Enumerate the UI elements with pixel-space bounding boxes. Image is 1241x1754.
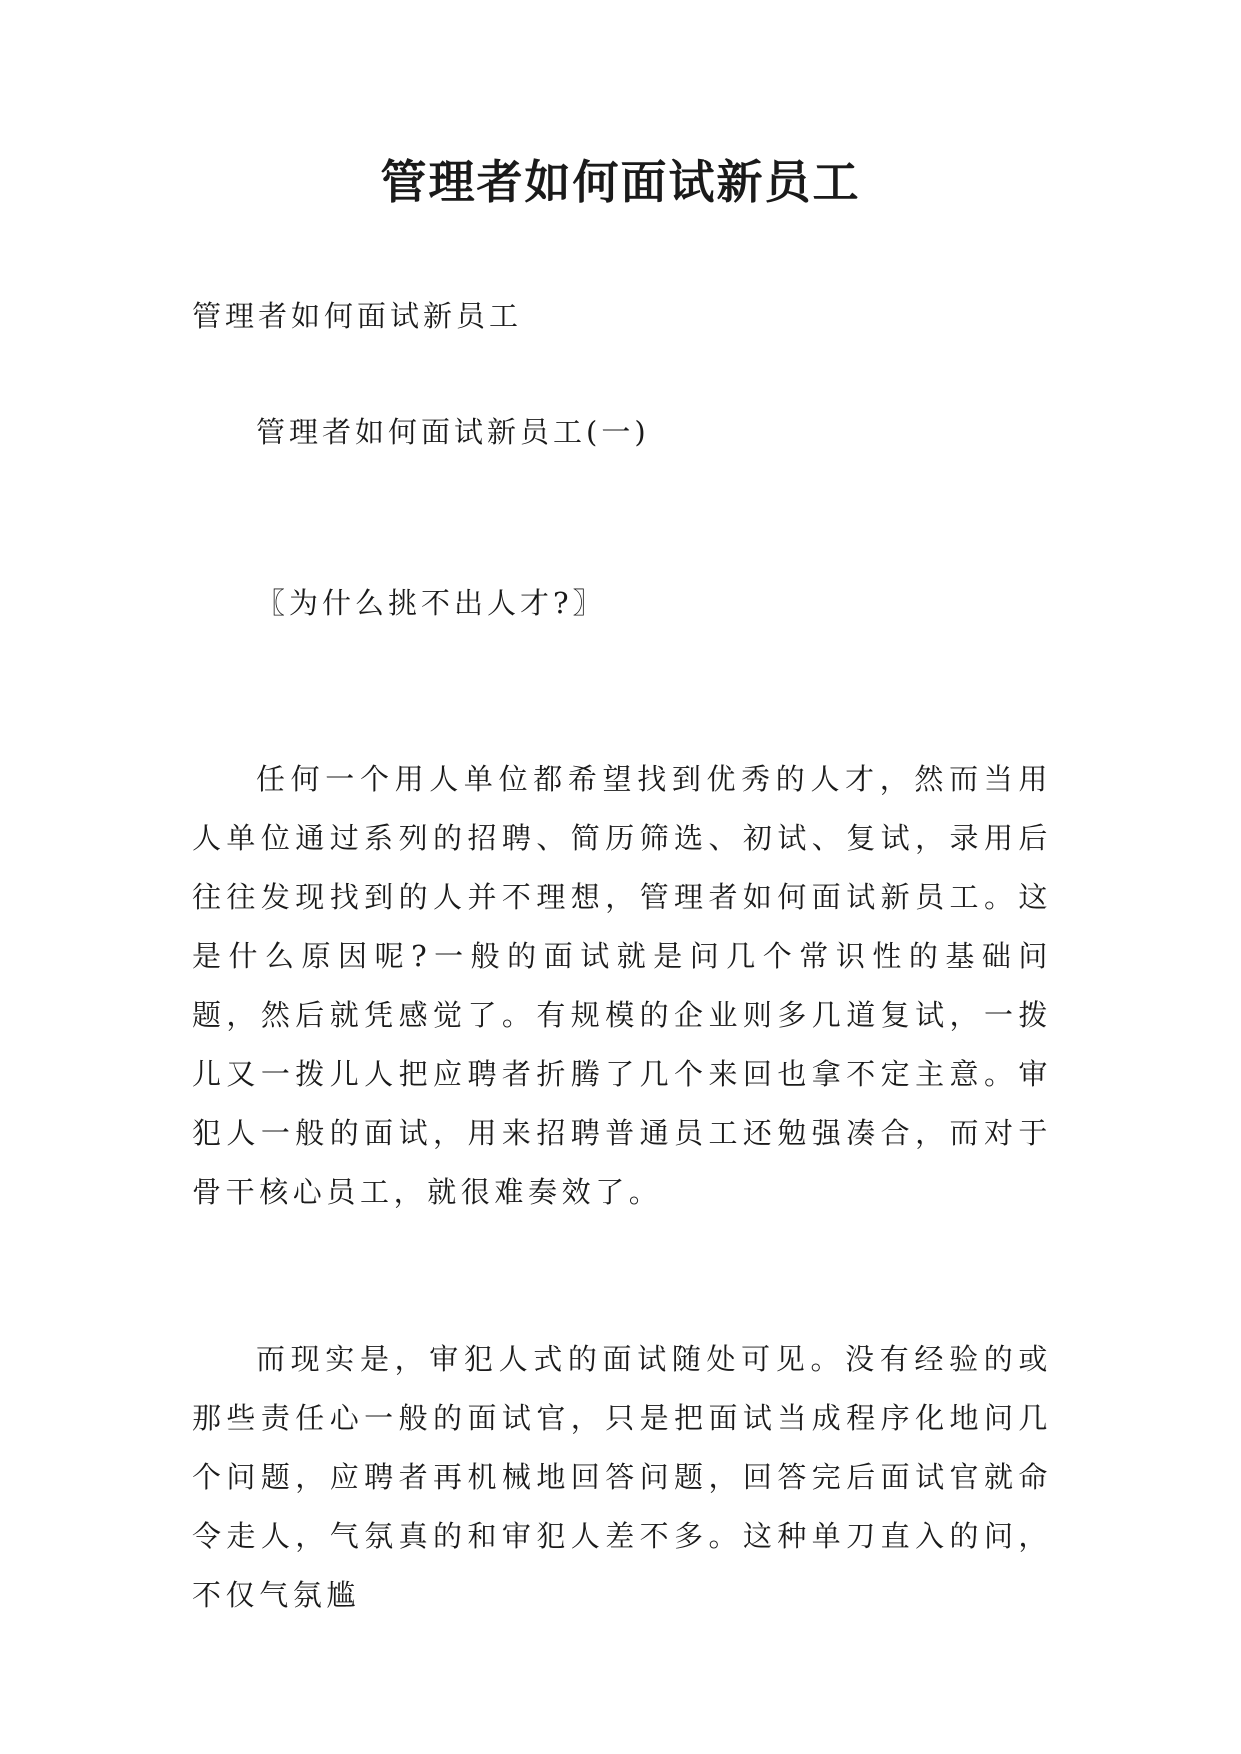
- document-title: 管理者如何面试新员工: [380, 155, 861, 209]
- body-paragraph: 任何一个用人单位都希望找到优秀的人才，然而当用人单位通过系列的招聘、简历筛选、初试、复试，录用后往往发现找到的人并不理想，管理者如何面试新员工。这是什么原因呢?一般的面试就是问几个常识性的基础问题，然后就凭感觉了。有规模的企业则多几道复试，一拨儿又一拨儿人把应聘者折腾了几个来回也拿不定主意。审犯人一般的面试，用来招聘普通员工还勉强凑合，而对于骨干核心员工，就很难奏效了。: [192, 762, 1052, 1209]
- section-heading: 管理者如何面试新员工(一): [256, 415, 650, 449]
- question-heading: 〖为什么挑不出人才?〗: [256, 586, 606, 620]
- document-subtitle: 管理者如何面试新员工: [192, 299, 523, 333]
- body-paragraph: 而现实是，审犯人式的面试随处可见。没有经验的或那些责任心一般的面试官，只是把面试当成程序化地问几个问题，应聘者再机械地回答问题，回答完后面试官就命令走人，气氛真的和审犯人差不多。这种单刀直入的问，不仅气氛尴: [192, 1342, 1052, 1612]
